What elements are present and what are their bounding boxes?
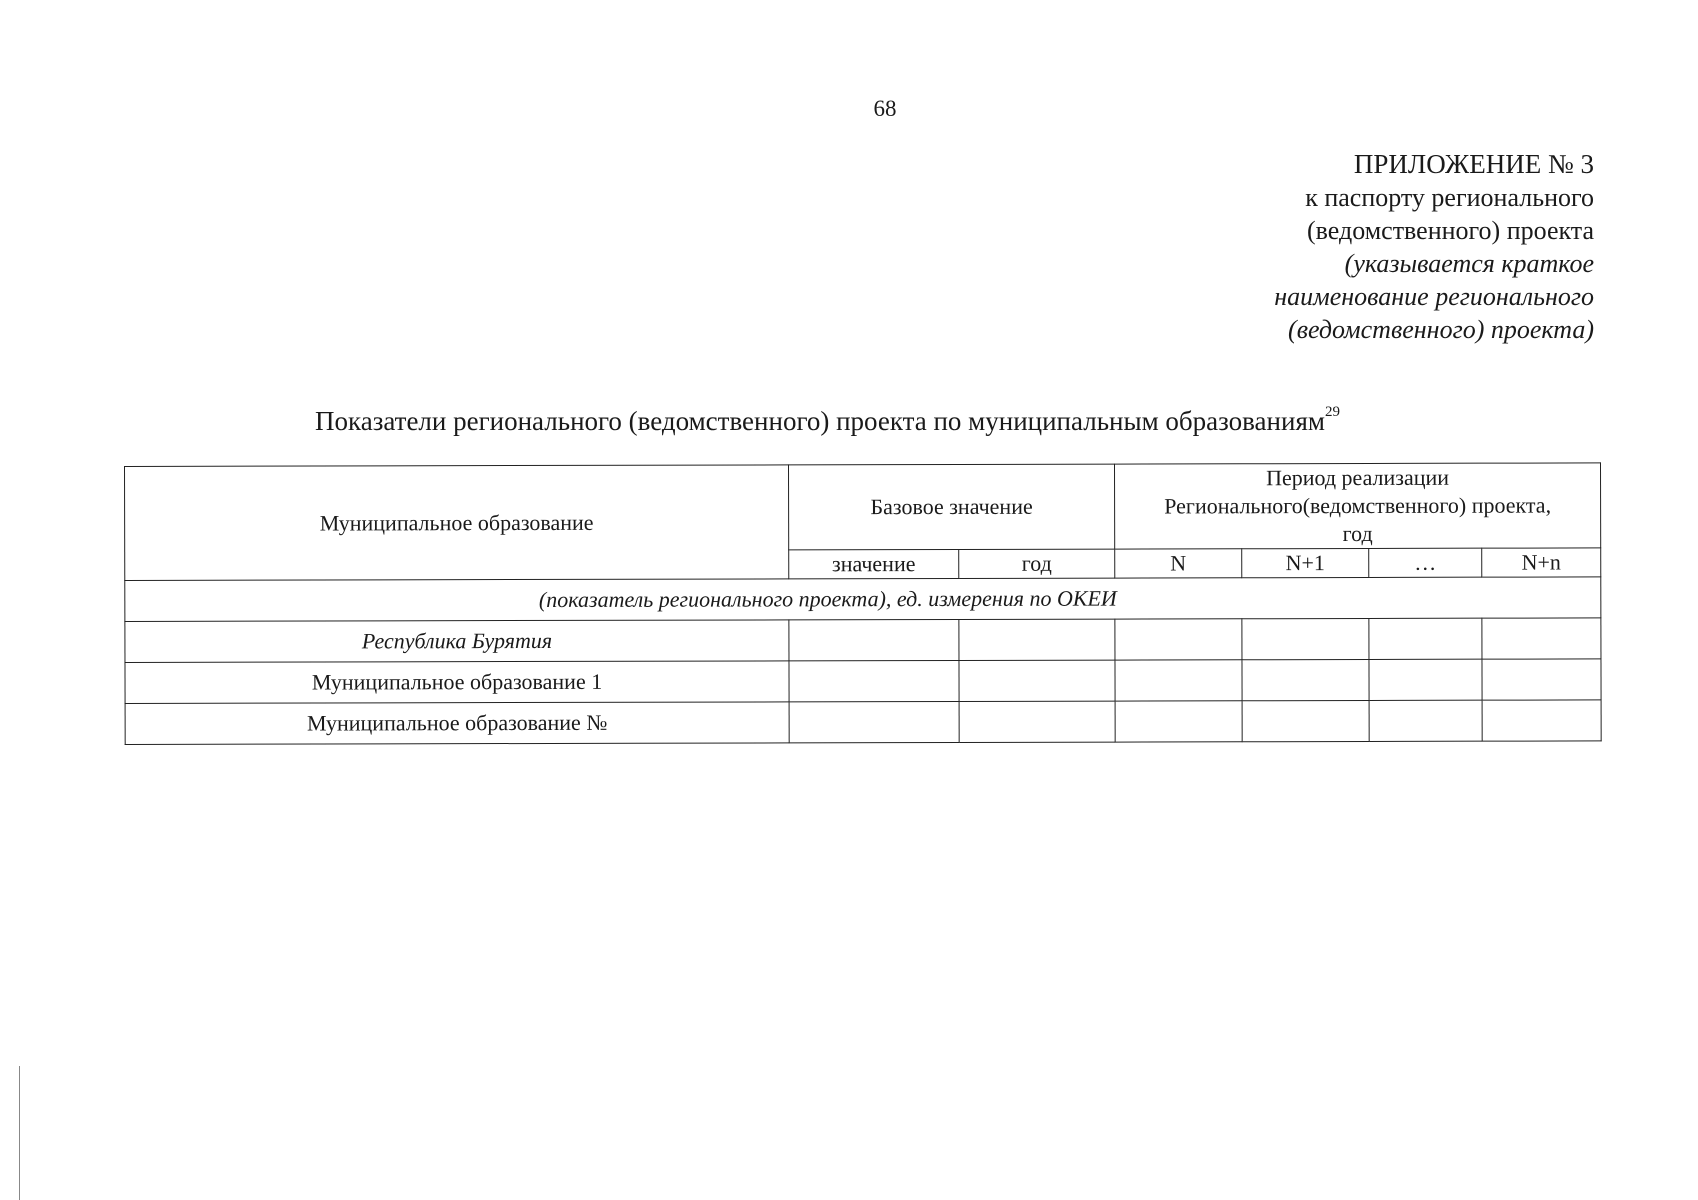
cell-n-plus-n — [1482, 659, 1601, 700]
table-row — [125, 659, 1601, 704]
cell-n — [1115, 619, 1242, 660]
appendix-line-2: (ведомственного) проекта — [1306, 216, 1594, 245]
footnote-marker: 29 — [1324, 404, 1340, 420]
subheader-value: значение — [789, 549, 959, 578]
appendix-note-3: (ведомственного) проекта) — [1288, 315, 1594, 344]
cell-n — [1115, 701, 1242, 742]
cell-ellipsis — [1369, 700, 1482, 741]
subheader-period-n-plus-n: N+n — [1482, 548, 1601, 577]
row-name-municipality-n: Муниципальное образование № — [125, 702, 789, 745]
cell-year — [959, 619, 1115, 660]
indicator-row — [125, 577, 1601, 622]
cell-n-plus-1 — [1242, 618, 1369, 659]
cell-n-plus-1 — [1242, 659, 1369, 700]
scan-edge-line — [19, 1066, 20, 1200]
table-heading — [315, 406, 1340, 437]
cell-ellipsis — [1369, 659, 1482, 700]
cell-ellipsis — [1369, 618, 1482, 659]
appendix-line-1: к паспорту регионального — [1305, 183, 1594, 212]
indicator-cell — [125, 577, 1601, 622]
subheader-year: год — [959, 549, 1115, 578]
header-period-line-3: год — [1342, 520, 1373, 547]
cell-n-plus-1 — [1242, 700, 1369, 741]
subheader-period-ellipsis: … — [1369, 548, 1482, 577]
row-name-municipality-1: Муниципальное образование 1 — [125, 661, 789, 704]
indicator-text: (показатель регионального проекта), ед. измерения по ОКЕИ — [538, 585, 1117, 612]
cell-value — [789, 619, 959, 660]
appendix-block — [1274, 148, 1594, 346]
cell-year — [959, 701, 1115, 742]
cell-value — [789, 660, 959, 701]
row-name-republic: Республика Бурятия — [125, 620, 789, 663]
table-heading-text: Показатели регионального (ведомственного) проекта по муниципальным образованиям — [315, 406, 1325, 436]
cell-n-plus-n — [1482, 700, 1601, 741]
cell-value — [789, 701, 959, 742]
appendix-note-1: (указывается краткое — [1344, 249, 1594, 278]
header-row-1 — [125, 463, 1601, 552]
cell-n-plus-n — [1482, 618, 1601, 659]
header-period — [1114, 463, 1600, 549]
header-period-line-2: Регионального(ведомственного) проекта, — [1164, 492, 1552, 519]
table-row — [125, 618, 1601, 663]
page-number: 68 — [873, 96, 897, 121]
header-municipality: Муниципальное образование — [125, 465, 789, 581]
subheader-period-n: N — [1115, 549, 1242, 578]
header-base-value: Базовое значение — [788, 464, 1114, 550]
cell-n — [1115, 660, 1242, 701]
subheader-period-n-plus-1: N+1 — [1242, 548, 1369, 577]
appendix-title: ПРИЛОЖЕНИЕ № 3 — [1353, 149, 1594, 179]
appendix-note-2: наименование регионального — [1274, 282, 1594, 311]
indicators-table — [124, 462, 1602, 745]
header-period-line-1: Период реализации — [1266, 464, 1450, 491]
cell-year — [959, 660, 1115, 701]
table-row — [125, 700, 1601, 745]
